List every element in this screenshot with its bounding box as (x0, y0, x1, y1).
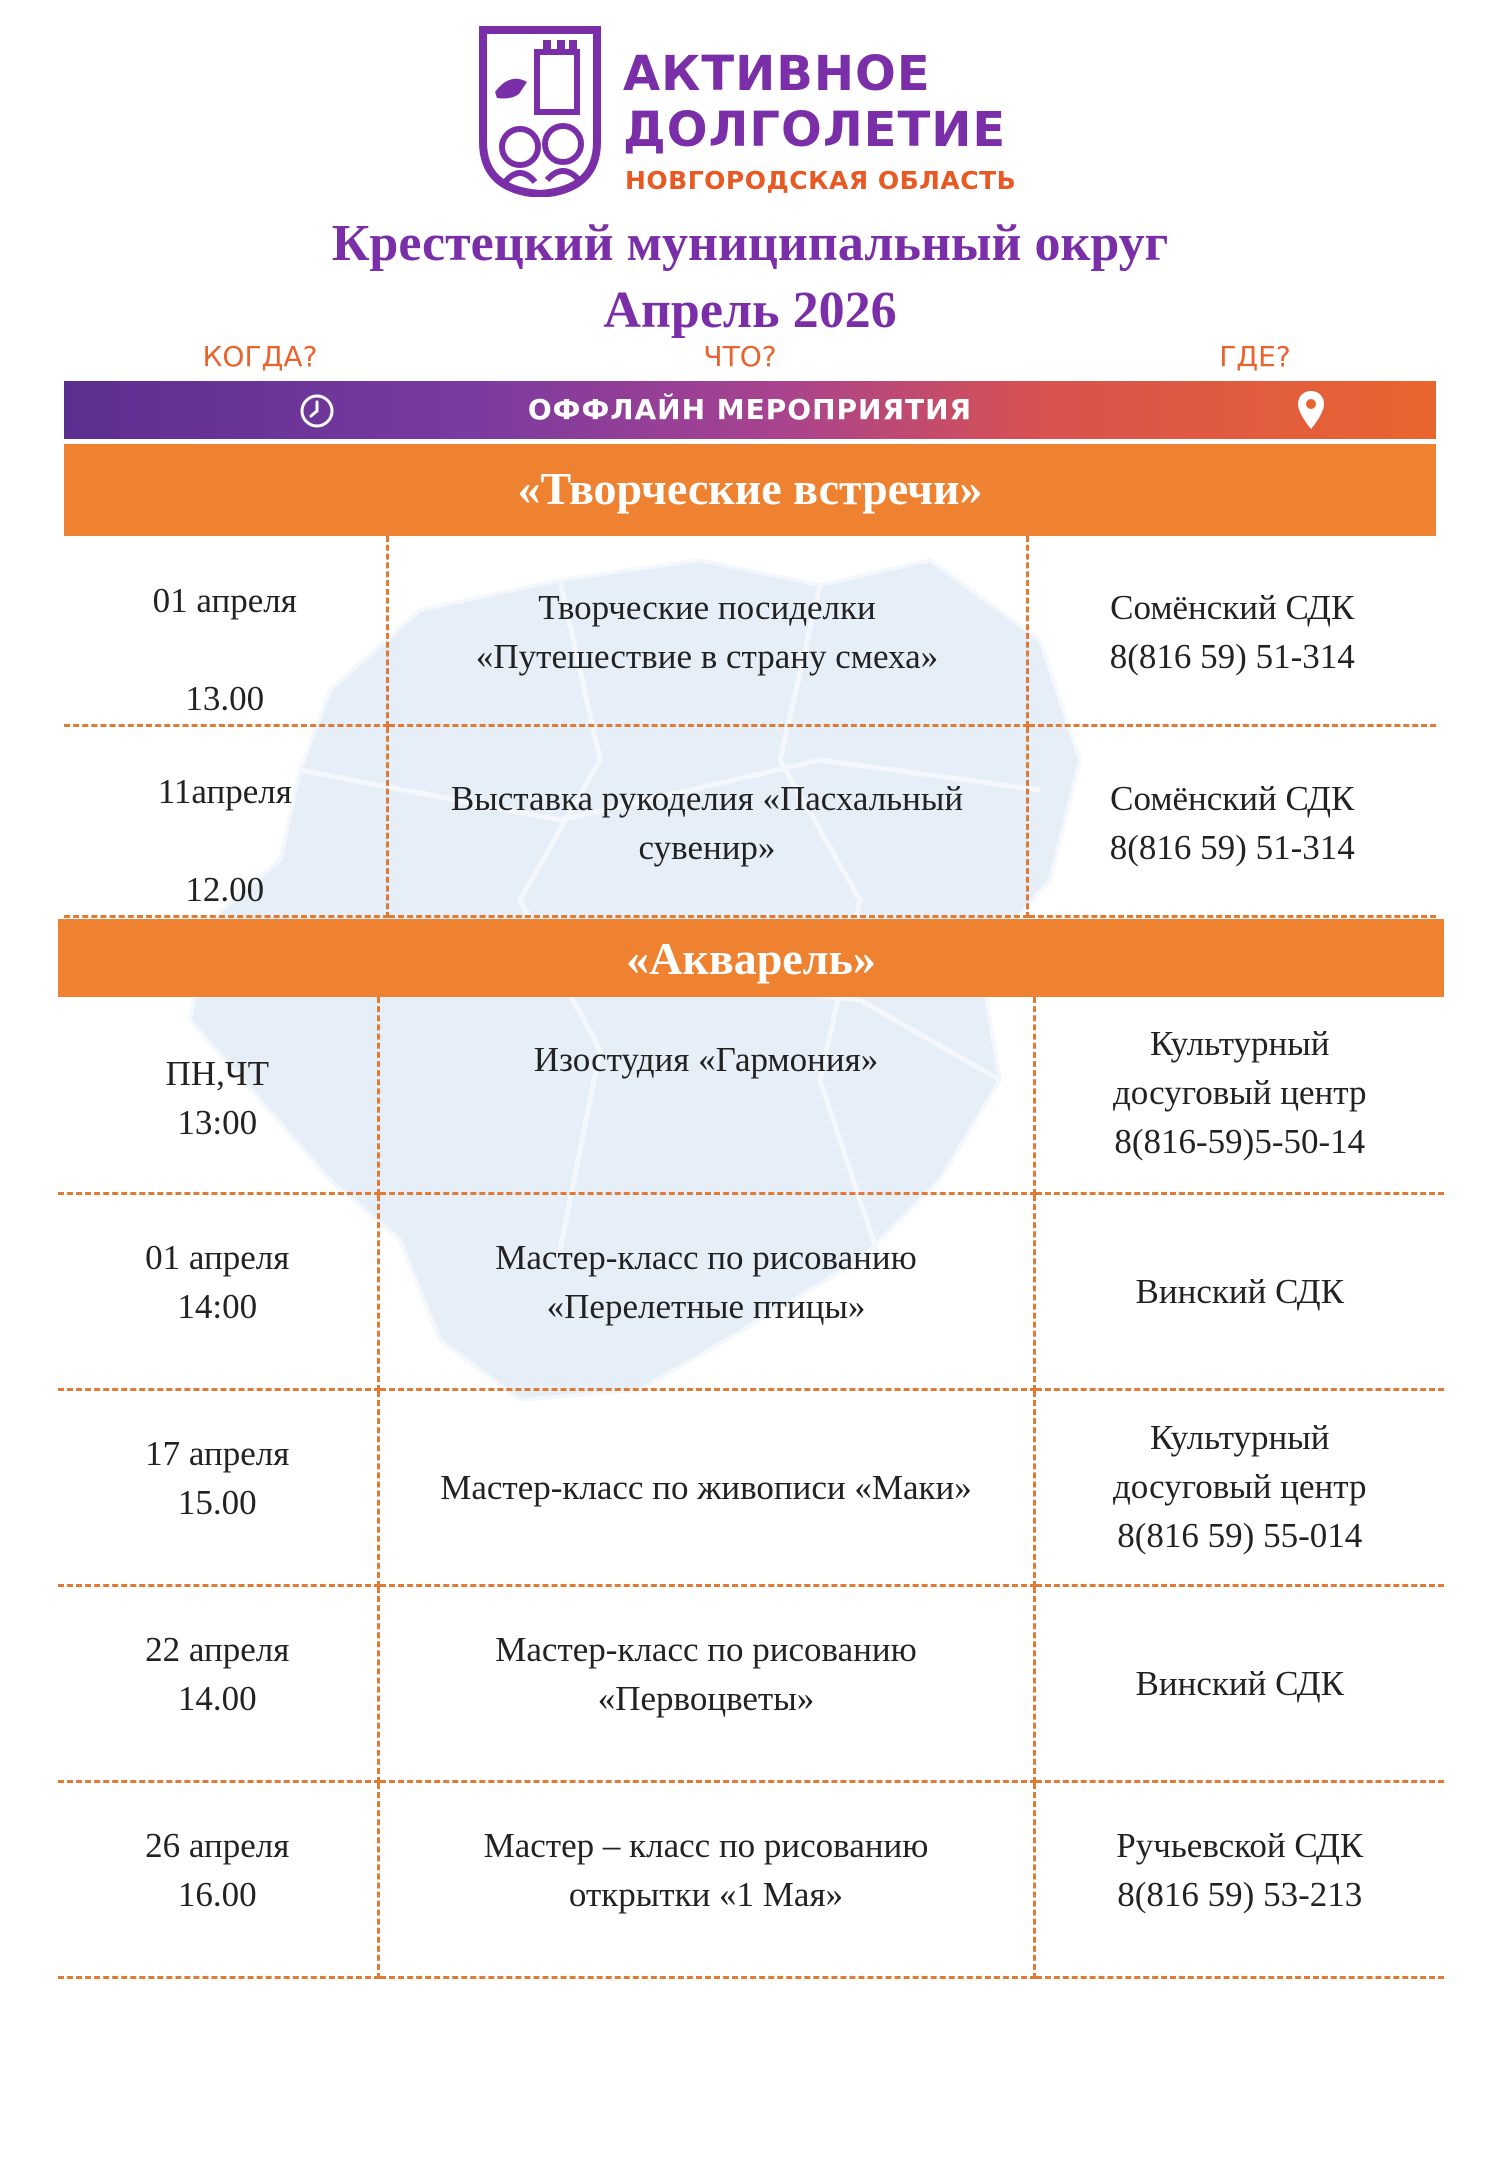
event-title-line: открытки «1 Мая» (568, 1874, 844, 1914)
table-row (64, 725, 1436, 916)
page-title: Крестецкий муниципальный округ (331, 215, 1169, 272)
event-date: 01 апреля (152, 581, 297, 620)
event-place-cell (1027, 536, 1436, 725)
event-title-line: «Перелетные птицы» (546, 1286, 866, 1326)
event-date: 17 апреля (145, 1433, 290, 1473)
logo (475, 22, 1055, 197)
table-row (58, 1781, 1444, 1977)
event-place-name: Сомёнский СДК (1110, 588, 1355, 627)
event-title-cell (378, 1585, 1034, 1781)
event-title-cell (387, 725, 1027, 916)
event-place-name: Ручьевской СДК (1116, 1825, 1364, 1865)
offline-events-header-bar (64, 381, 1436, 439)
event-title-line: Мастер-класс по рисованию (495, 1237, 917, 1277)
event-time: 12.00 (185, 869, 265, 909)
event-time: 14:00 (177, 1286, 258, 1326)
event-title-line: Изостудия «Гармония» (533, 1040, 879, 1079)
event-place-name: Винский СДК (1135, 1663, 1344, 1703)
event-title-cell (387, 536, 1027, 725)
event-title-line: «Первоцветы» (597, 1678, 815, 1718)
table-row (58, 1389, 1444, 1585)
event-title-cell (378, 1193, 1034, 1389)
event-place-cell (1027, 725, 1436, 916)
location-pin-icon (1296, 389, 1326, 431)
logo-line-3: НОВГОРОДСКАЯ ОБЛАСТЬ (625, 166, 1017, 195)
event-date-cell (58, 1389, 378, 1585)
event-place-cell (1034, 997, 1444, 1193)
event-place-cell (1034, 1585, 1444, 1781)
event-place-name: Культурный (1149, 1024, 1330, 1063)
event-title-line: Выставка рукоделия «Пасхальный (450, 778, 964, 818)
table-row (58, 1585, 1444, 1781)
column-where-label: ГДЕ? (1219, 340, 1291, 373)
event-title-line: Мастер – класс по рисованию (483, 1825, 929, 1865)
event-time: 15.00 (177, 1482, 257, 1522)
event-place-phone: 8(816-59)5-50-14 (1114, 1122, 1366, 1161)
table-row (58, 997, 1444, 1193)
event-date-cell (58, 1585, 378, 1781)
event-place-name: Сомёнский СДК (1110, 778, 1355, 818)
event-title-line: Мастер-класс по рисованию (495, 1629, 917, 1669)
event-date-cell (64, 536, 387, 725)
event-date: ПН,ЧТ (165, 1054, 269, 1093)
events-table-creative-meetings (64, 536, 1436, 918)
page-subtitle-month: Апрель 2026 (603, 282, 897, 339)
logo-line-1: АКТИВНОЕ (623, 46, 931, 102)
event-date: 11апреля (157, 771, 292, 811)
event-time: 14.00 (177, 1678, 257, 1718)
event-time: 13:00 (177, 1103, 258, 1142)
event-place-name: Винский СДК (1135, 1271, 1344, 1311)
event-date-cell (58, 1193, 378, 1389)
event-place-name: Культурный (1149, 1417, 1330, 1457)
event-title-line: Творческие посиделки (538, 588, 876, 627)
event-title-cell (378, 1389, 1034, 1585)
event-title-line: «Путешествие в страну смеха» (475, 637, 939, 676)
event-date: 22 апреля (145, 1629, 290, 1669)
event-place-cell (1034, 1193, 1444, 1389)
event-place-phone: 8(816 59) 51-314 (1109, 827, 1355, 867)
event-title-cell (378, 997, 1034, 1193)
column-what-label: ЧТО? (703, 340, 777, 373)
event-place-cell (1034, 1781, 1444, 1977)
event-date-cell (58, 997, 378, 1193)
event-title-line: сувенир» (638, 827, 776, 867)
event-date-cell (64, 725, 387, 916)
event-date: 26 апреля (145, 1825, 290, 1865)
event-place-name: досуговый центр (1113, 1466, 1367, 1506)
event-title-line: Мастер-класс по живописи «Маки» (440, 1467, 972, 1507)
logo-line-2: ДОЛГОЛЕТИЕ (623, 102, 1007, 158)
section-title-text: «Акварель» (626, 933, 876, 984)
event-title-cell (378, 1781, 1034, 1977)
event-place-cell (1034, 1389, 1444, 1585)
event-time: 13.00 (185, 679, 265, 718)
event-place-phone: 8(816 59) 53-213 (1117, 1874, 1363, 1914)
event-place-phone: 8(816 59) 51-314 (1109, 637, 1355, 676)
event-date-cell (58, 1781, 378, 1977)
column-when-label: КОГДА? (202, 340, 318, 373)
logo-emblem-icon (475, 22, 605, 197)
event-place-phone: 8(816 59) 55-014 (1117, 1515, 1363, 1555)
events-table-watercolor (58, 997, 1444, 1979)
table-row (58, 1193, 1444, 1389)
section-title-watercolor (58, 919, 1444, 997)
offline-events-label: ОФФЛАЙН МЕРОПРИЯТИЯ (527, 393, 973, 426)
event-time: 16.00 (177, 1874, 257, 1914)
table-row (64, 536, 1436, 725)
event-place-name: досуговый центр (1113, 1073, 1367, 1112)
section-title-text: «Творческие встречи» (517, 463, 983, 514)
event-date: 01 апреля (145, 1237, 290, 1277)
section-title-creative-meetings (64, 444, 1436, 539)
